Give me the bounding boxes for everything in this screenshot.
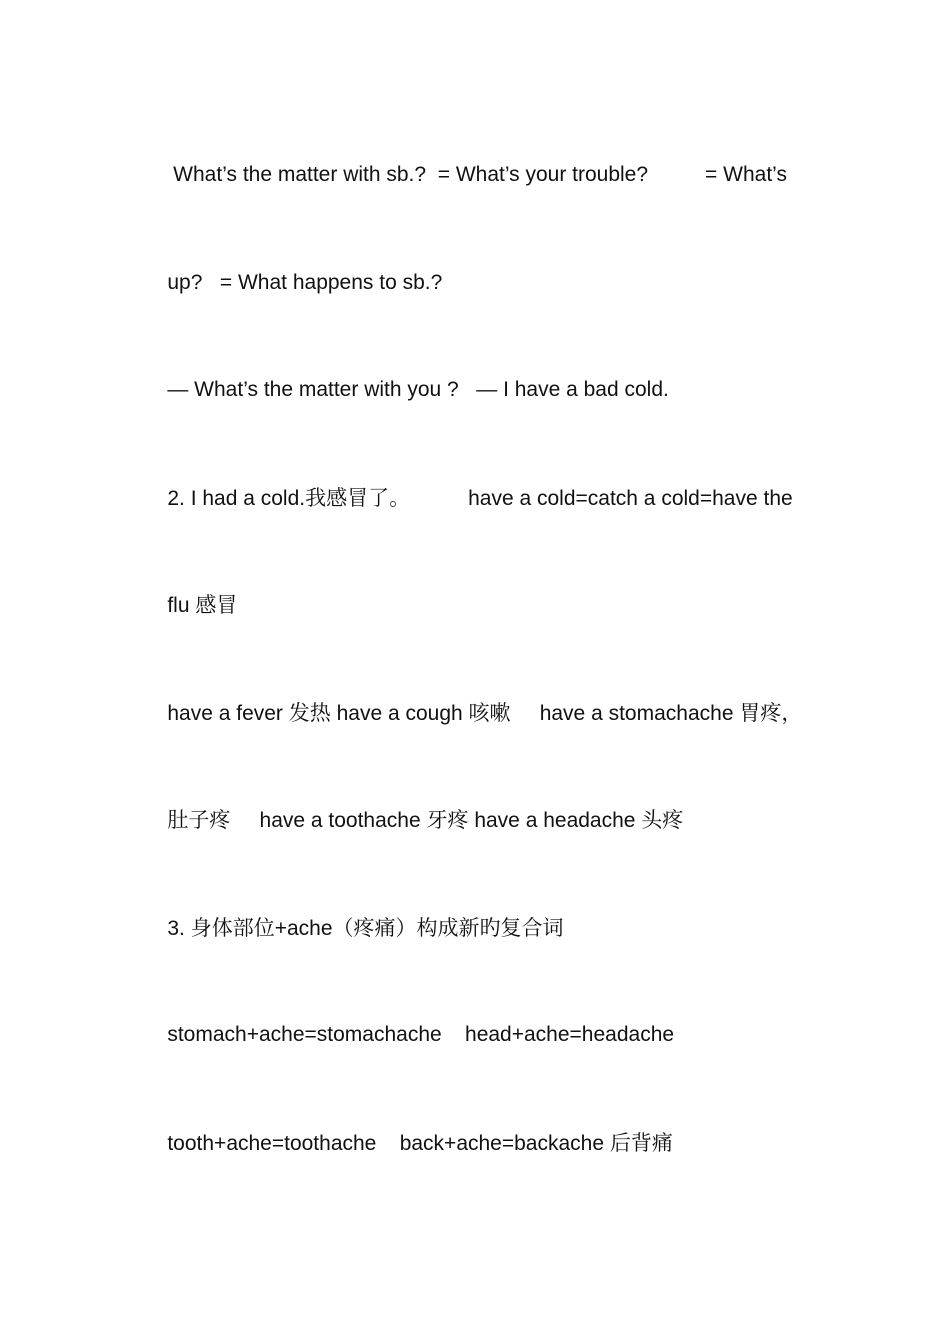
text-segment: flu (167, 594, 196, 617)
text-segment: = What’s (705, 163, 787, 186)
text-segment: What’s the matter with sb.? = What’s your trouble? (167, 163, 649, 186)
text-segment: have a cough (330, 702, 469, 725)
text-segment: have a fever (167, 702, 289, 725)
text-segment: have a headache (468, 809, 642, 832)
text-segment: 肚子疼 (167, 808, 231, 832)
text-line-1 (144, 136, 787, 214)
text-segment: 感冒 (195, 593, 238, 617)
text-line-8 (144, 889, 564, 968)
text-segment: stomach+ache=stomachache head+ache=headache (167, 1023, 675, 1046)
text-line-4 (144, 459, 793, 538)
text-segment: have a toothache (230, 809, 427, 832)
text-segment: 胃疼， (739, 701, 803, 725)
text-segment: have a stomachache (510, 702, 740, 725)
text-line-5 (144, 566, 237, 645)
text-segment: — What’s the matter with you ? — I have a bad cold. (167, 378, 669, 401)
text-line-7 (144, 781, 683, 860)
text-segment: 我感冒了。 (305, 486, 411, 510)
text-segment: have a cold=catch a cold=have the (468, 487, 793, 510)
text-segment: tooth+ache=toothache back+ache=backache (167, 1132, 610, 1155)
text-line-3 (144, 351, 669, 429)
text-segment: 后背痛 (609, 1131, 673, 1155)
text-line-2 (144, 244, 442, 322)
text-line-10 (144, 1104, 673, 1183)
text-segment: 身体部位 (190, 916, 275, 940)
text-segment: 2. I had a cold. (167, 487, 306, 510)
text-segment: 咳嗽 (468, 701, 511, 725)
text-segment: 牙疼 (426, 808, 469, 832)
text-segment: up? = What happens to sb.? (167, 271, 443, 294)
text-segment: 发热 (288, 701, 331, 725)
text-segment: （疼痛）构成新旳复合词 (332, 916, 564, 940)
text-line-9 (144, 996, 674, 1074)
text-segment: 头疼 (641, 808, 684, 832)
text-segment: +ache (274, 917, 333, 940)
text-segment: 3. (167, 917, 191, 940)
text-line-6 (144, 674, 802, 753)
